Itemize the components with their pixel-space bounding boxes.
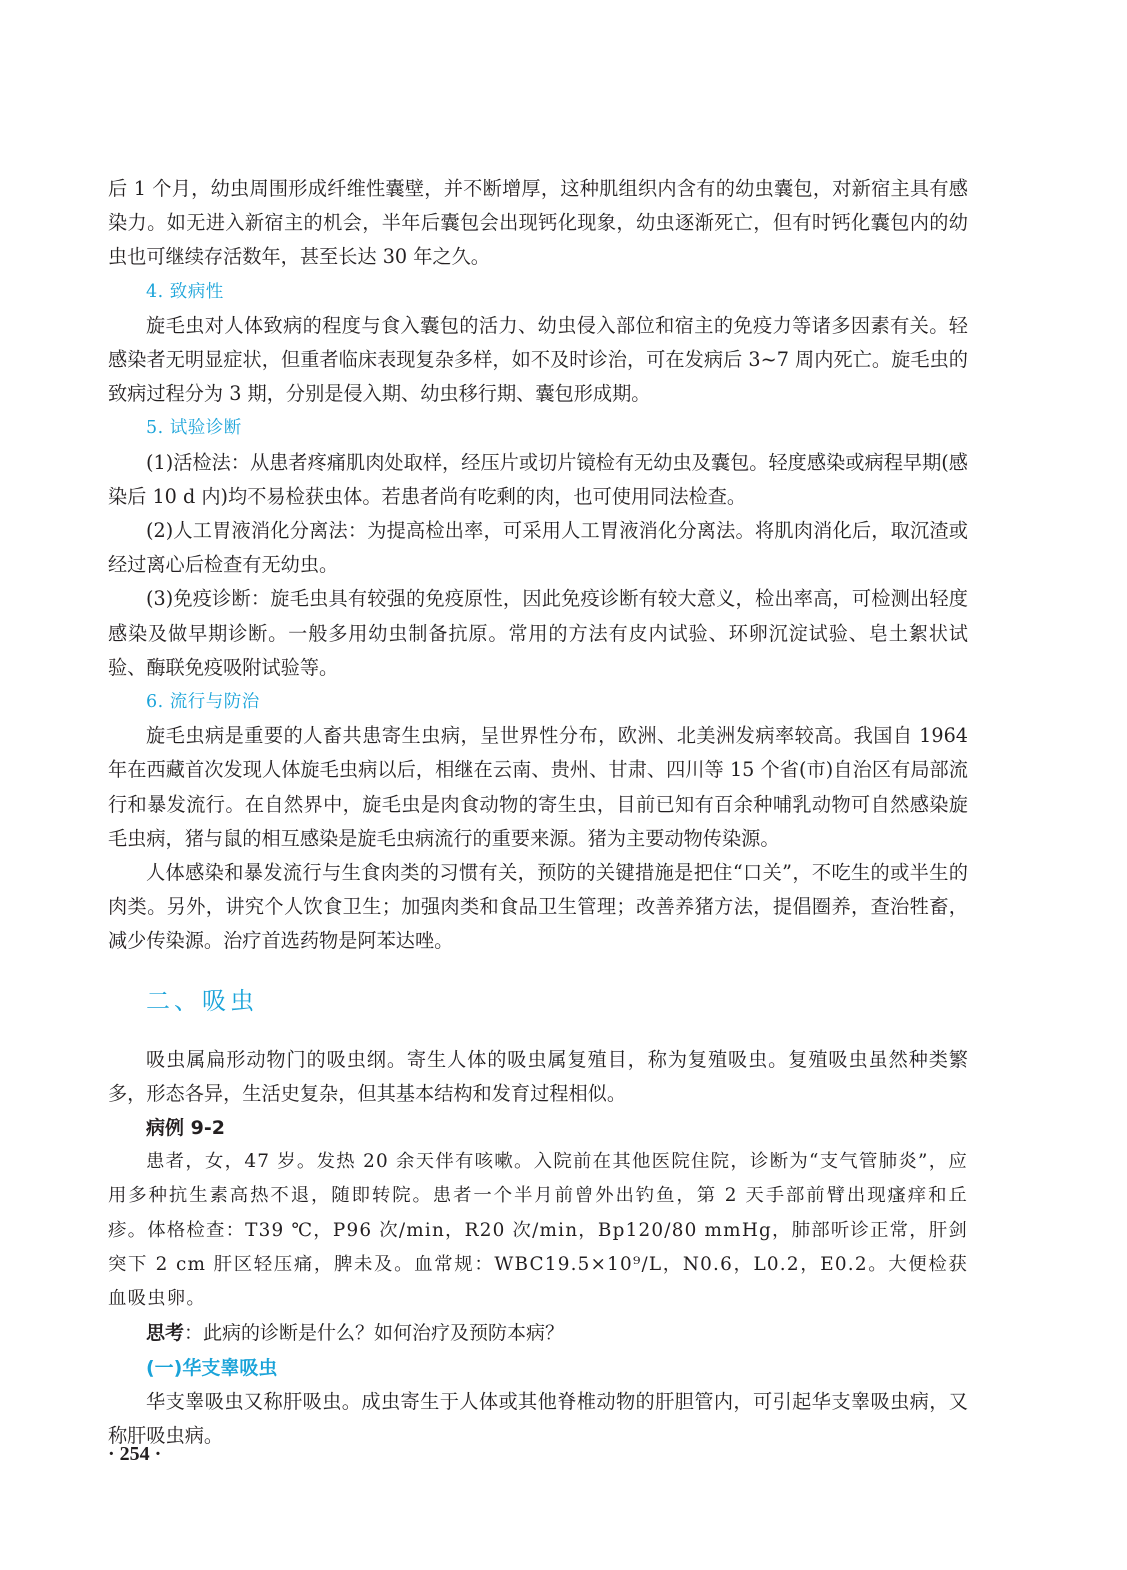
paragraph-biopsy: (1)活检法：从患者疼痛肌肉处取样，经压片或切片镜检有无幼虫及囊包。轻度感染或病程早期(感染后 10 d 内)均不易检获虫体。若患者尚有吃剩的肉，也可使用同法检查。 (108, 450, 968, 508)
think-label: 思考 (146, 1322, 185, 1345)
page-content (108, 172, 968, 1453)
paragraph-epidemiology: 旋毛虫病是重要的人畜共患寄生虫病，呈世界性分布，欧洲、北美洲发病率较高。我国自 1964 年在西藏首次发现人体旋毛虫病以后，相继在云南、贵州、甘肃、四川等 15 个省(市)自治区有局部流行和暴发流行。在自然界中，旋毛虫是肉食动物的寄生虫，目前已知有百余种哺乳动物可自然感染旋毛虫病，猪与鼠的相互感染是旋毛虫病流行的重要来源。猪为主要动物传染源。 (108, 724, 968, 850)
paragraph-immuno: (3)免疫诊断：旋毛虫具有较强的免疫原性，因此免疫诊断有较大意义，检出率高，可检测出轻度感染及做早期诊断。一般多用幼虫制备抗原。常用的方法有皮内试验、环卵沉淀试验、皂土絮状试验、酶联免疫吸附试验等。 (108, 587, 968, 679)
paragraph-prevention: 人体感染和暴发流行与生食肉类的习惯有关，预防的关键措施是把住“口关”，不吃生的或半生的肉类。另外，讲究个人饮食卫生；加强肉类和食品卫生管理；改善养猪方法，提倡圈养，查治牲畜，减少传染源。治疗首选药物是阿苯达唑。 (108, 861, 968, 953)
paragraph-clonorchis: 华支睾吸虫又称肝吸虫。成虫寄生于人体或其他脊椎动物的肝胆管内，可引起华支睾吸虫病，又称肝吸虫病。 (108, 1389, 968, 1447)
case-title: 病例 9-2 (146, 1117, 225, 1140)
paragraph-top: 后 1 个月，幼虫周围形成纤维性囊壁，并不断增厚，这种肌组织内含有的幼虫囊包，对新宿主具有感染力。如无进入新宿主的机会，半年后囊包会出现钙化现象，幼虫逐渐死亡，但有时钙化囊包内的幼虫也可继续存活数年，甚至长达 30 年之久。 (108, 177, 968, 269)
think-text: ：此病的诊断是什么？如何治疗及预防本病？ (184, 1322, 565, 1345)
heading-clonorchis: (一)华支睾吸虫 (146, 1356, 278, 1379)
think-line (108, 1316, 968, 1350)
paragraph-pathogenicity: 旋毛虫对人体致病的程度与食入囊包的活力、幼虫侵入部位和宿主的免疫力等诸多因素有关。轻感染者无明显症状，但重者临床表现复杂多样，如不及时诊治，可在发病后 3~7 周内死亡。旋毛虫的致病过程分为 3 期，分别是侵入期、幼虫移行期、囊包形成期。 (108, 313, 968, 406)
page-number: · 254 · (108, 1443, 162, 1465)
paragraph-digestion: (2)人工胃液消化分离法：为提高检出率，可采用人工胃液消化分离法。将肌肉消化后，取沉渣或经过离心后检查有无幼虫。 (108, 519, 968, 577)
heading-pathogenicity: 4. 致病性 (146, 281, 224, 302)
paragraph-trematode-intro: 吸虫属扁形动物门的吸虫纲。寄生人体的吸虫属复殖目，称为复殖吸虫。复殖吸虫虽然种类繁多，形态各异，生活史复杂，但其基本结构和发育过程相似。 (108, 1047, 968, 1105)
heading-epidemiology: 6. 流行与防治 (146, 692, 260, 713)
heading-diagnosis: 5. 试验诊断 (146, 418, 242, 439)
case-body: 患者，女，47 岁。发热 20 余天伴有咳嗽。入院前在其他医院住院，诊断为“支气管肺炎”，应用多种抗生素高热不退，随即转院。患者一个半月前曾外出钓鱼，第 2 天手部前臂出现瘙痒和丘疹。体格检查：T39 ℃，P96 次/min，R20 次/min，Bp120/80 mmHg，肺部听诊正常，肝剑突下 2 cm 肝区轻压痛，脾未及。血常规：WBC19.5×10⁹/L，N0.6，L0.2，E0.2。大便检获血吸虫卵。 (108, 1151, 968, 1310)
section-heading-trematodes: 二、吸虫 (146, 986, 258, 1015)
